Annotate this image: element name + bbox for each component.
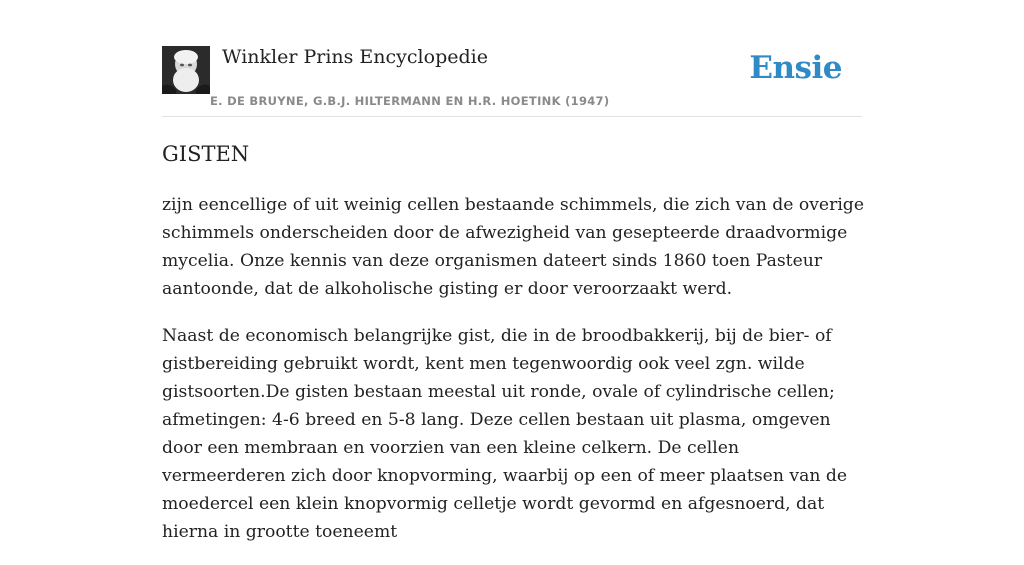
- article: [162, 140, 868, 565]
- article-paragraph: Naast de economisch belangrijke gist, die in de broodbakkerij, bij de bier- of gistbereiding gebruikt wordt, kent men tegenwoordig ook veel zgn. wilde gistsoorten.De gisten bestaan meestal uit ronde, ovale of cylindrische cellen; afmetingen: 4-6 breed en 5-8 lang. Deze cellen bestaan uit plasma, omgeven door een membraan en voorzien van een kleine celkern. De cellen vermeerderen zich door knopvorming, waarbij op een of meer plaatsen van de moedercel een klein knopvormig celletje wordt gevormd en afgesnoerd, dat hierna in grootte toeneemt: [162, 326, 848, 542]
- portrait-image: [162, 46, 210, 94]
- source-header: [162, 44, 862, 117]
- author-byline: E. DE BRUYNE, G.B.J. HILTERMANN EN H.R. HOETINK (1947): [210, 94, 610, 108]
- source-title[interactable]: Winkler Prins Encyclopedie: [222, 46, 488, 68]
- author-portrait-icon: [162, 46, 210, 94]
- article-title: GISTEN: [162, 142, 250, 166]
- article-paragraph: zijn eencellige of uit weinig cellen bestaande schimmels, die zich van de overige schimmels onderscheiden door de afwezigheid van gesepteerde draadvormige mycelia. Onze kennis van deze organismen dateert sinds 1860 toen Pasteur aantoonde, dat de alkoholische gisting er door veroorzaakt werd.: [162, 195, 864, 299]
- ensie-logo[interactable]: Ensie: [749, 50, 842, 86]
